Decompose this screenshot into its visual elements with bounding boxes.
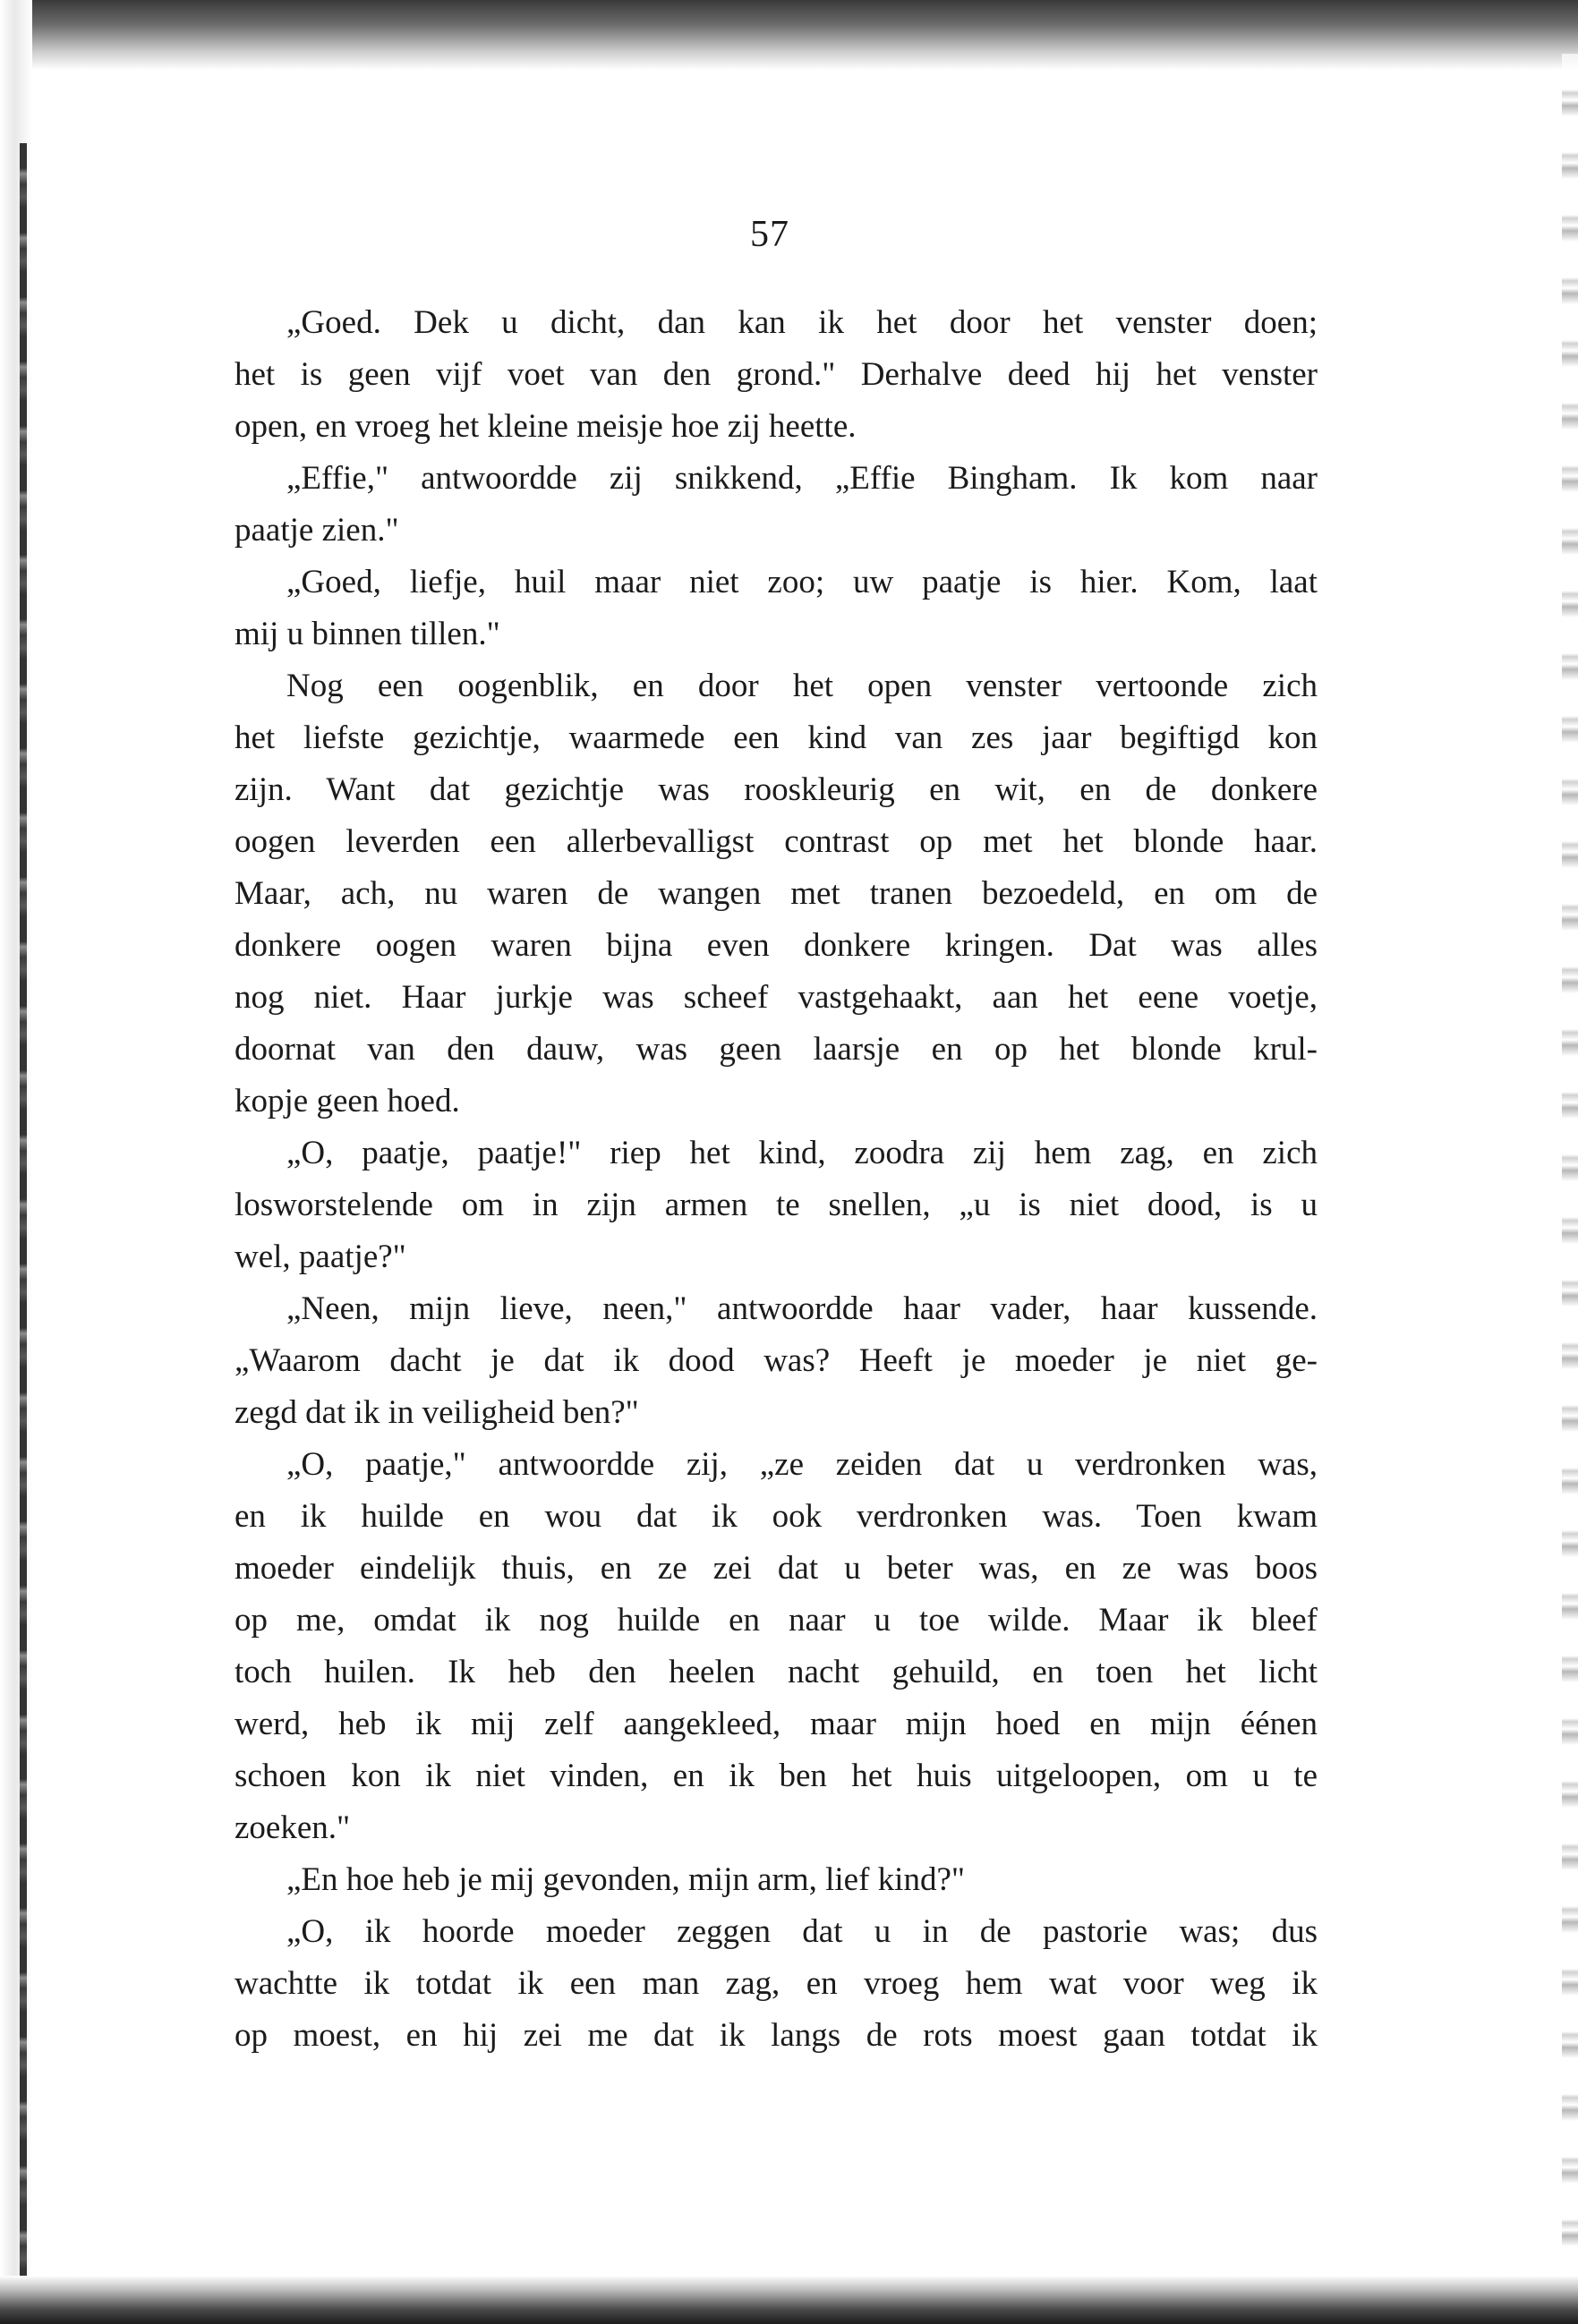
text-line: „Goed, liefje, huil maar niet zoo; uw paatje is hier. Kom, laat — [286, 564, 1318, 600]
text-line: „En hoe heb je mij gevonden, mijn arm, lief kind?" — [286, 1861, 965, 1898]
text-line: „Goed. Dek u dicht, dan kan ik het door het venster doen; — [286, 304, 1318, 341]
text-line: op me, omdat ik nog huilde en naar u toe wilde. Maar ik bleef — [235, 1602, 1318, 1639]
scan-binding-shadow — [20, 143, 27, 2291]
text-line: en ik huilde en wou dat ik ook verdronken was. Toen kwam — [235, 1498, 1318, 1535]
text-line: zijn. Want dat gezichtje was rooskleurig en wit, en de donkere — [235, 771, 1318, 808]
scan-top-edge — [0, 0, 1578, 70]
scan-left-edge — [0, 0, 32, 2324]
text-line: Nog een oogenblik, en door het open venster vertoonde zich — [286, 668, 1318, 704]
text-line: het is geen vijf voet van den grond." Derhalve deed hij het venster — [235, 356, 1318, 393]
text-line: het liefste gezichtje, waarmede een kind van zes jaar begiftigd kon — [235, 719, 1318, 756]
text-line: schoen kon ik niet vinden, en ik ben het huis uitgeloopen, om u te — [235, 1758, 1318, 1794]
text-line: „Waarom dacht je dat ik dood was? Heeft je moeder je niet ge- — [235, 1342, 1318, 1379]
page-number: 57 — [750, 214, 789, 255]
text-line: donkere oogen waren bijna even donkere kringen. Dat was alles — [235, 927, 1318, 964]
text-line: nog niet. Haar jurkje was scheef vastgehaakt, aan het eene voetje, — [235, 979, 1318, 1016]
text-line: op moest, en hij zei me dat ik langs de rots moest gaan totdat ik — [235, 2017, 1318, 2054]
text-line: wel, paatje?" — [235, 1239, 406, 1275]
scan-bottom-edge — [0, 2276, 1578, 2324]
text-line: „Effie," antwoordde zij snikkend, „Effie Bingham. Ik kom naar — [286, 460, 1318, 497]
text-line: paatje zien." — [235, 512, 399, 549]
text-line: oogen leverden een allerbevalligst contrast op met het blonde haar. — [235, 823, 1318, 860]
text-line: losworstelende om in zijn armen te snellen, „u is niet dood, is u — [235, 1187, 1318, 1223]
text-line: open, en vroeg het kleine meisje hoe zij heette. — [235, 408, 857, 445]
text-line: „O, ik hoorde moeder zeggen dat u in de pastorie was; dus — [286, 1913, 1318, 1950]
text-line: doornat van den dauw, was geen laarsje en op het blonde krul- — [235, 1031, 1318, 1068]
text-line: moeder eindelijk thuis, en ze zei dat u beter was, en ze was boos — [235, 1550, 1318, 1587]
text-line: kopje geen hoed. — [235, 1083, 460, 1119]
text-line: mij u binnen tillen." — [235, 616, 500, 652]
text-line: „Neen, mijn lieve, neen," antwoordde haar vader, haar kussende. — [286, 1290, 1318, 1327]
text-line: Maar, ach, nu waren de wangen met tranen bezoedeld, en om de — [235, 875, 1318, 912]
text-line: zoeken." — [235, 1809, 351, 1846]
text-line: „O, paatje, paatje!" riep het kind, zoodra zij hem zag, en zich — [286, 1135, 1318, 1171]
text-line: wachtte ik totdat ik een man zag, en vroeg hem wat voor weg ik — [235, 1965, 1318, 2002]
text-line: „O, paatje," antwoordde zij, „ze zeiden dat u verdronken was, — [286, 1446, 1318, 1483]
scan-right-edge — [1562, 54, 1578, 2291]
text-line: zegd dat ik in veiligheid ben?" — [235, 1394, 639, 1431]
text-line: toch huilen. Ik heb den heelen nacht gehuild, en toen het licht — [235, 1654, 1318, 1690]
text-line: werd, heb ik mij zelf aangekleed, maar mijn hoed en mijn éénen — [235, 1706, 1318, 1742]
page-body-text — [235, 297, 1318, 2062]
